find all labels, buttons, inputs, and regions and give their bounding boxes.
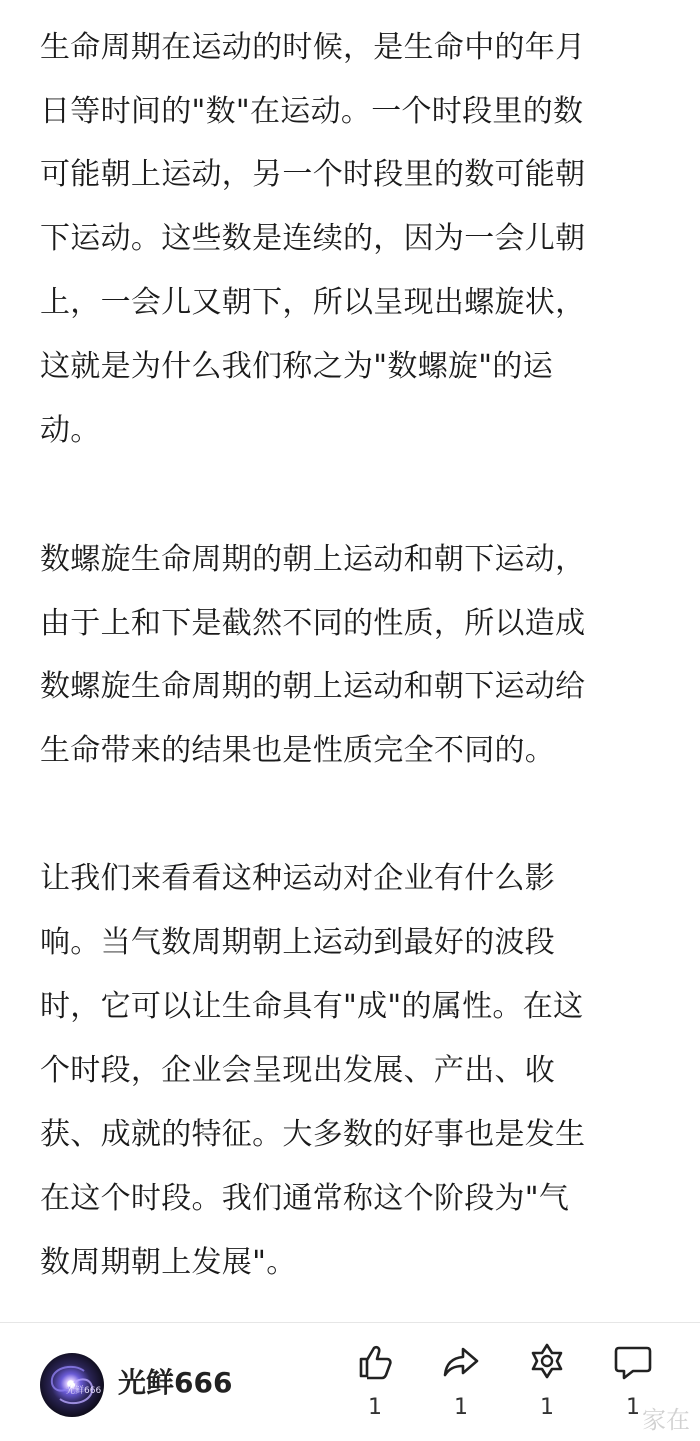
paragraph-line: 动。 (40, 413, 101, 448)
flower-button[interactable] (517, 1341, 577, 1431)
paragraph-line: 日等时间的"数"在运动。一个时段里的数 (40, 94, 584, 129)
paragraph-line: 上，一会儿又朝下，所以呈现出螺旋状， (40, 285, 586, 320)
author-name[interactable]: 光鲜666 (118, 1366, 233, 1399)
paragraph-line: 响。当气数周期朝上运动到最好的波段 (40, 925, 556, 960)
paragraph-line: 让我们来看看这种运动对企业有什么影 (40, 861, 556, 896)
paragraph-line: 数螺旋生命周期的朝上运动和朝下运动给 (40, 669, 586, 704)
paragraph-line: 生命周期在运动的时候，是生命中的年月 (40, 30, 586, 65)
like-count: 1 (368, 1395, 382, 1420)
paragraph-line: 个时段，企业会呈现出发展、产出、收 (40, 1053, 556, 1088)
paragraph-line: 生命带来的结果也是性质完全不同的。 (40, 733, 556, 768)
watermark: 家在 (642, 1406, 690, 1434)
like-button[interactable] (345, 1341, 405, 1431)
avatar-label: 光鲜666 (66, 1386, 102, 1396)
paragraph-line: 在这个时段。我们通常称这个阶段为"气 (40, 1181, 570, 1216)
paragraph-line: 这就是为什么我们称之为"数螺旋"的运 (40, 349, 553, 384)
share-button[interactable] (431, 1341, 491, 1431)
share-count: 1 (454, 1395, 468, 1420)
share-icon (441, 1341, 481, 1381)
paragraph-line: 下运动。这些数是连续的，因为一会儿朝 (40, 221, 586, 256)
thumbs-up-icon (355, 1341, 395, 1381)
comment-count: 1 (626, 1395, 640, 1420)
paragraph-line: 可能朝上运动，另一个时段里的数可能朝 (40, 157, 586, 192)
paragraph-line: 数螺旋生命周期的朝上运动和朝下运动， (40, 542, 586, 577)
flower-icon (527, 1341, 567, 1381)
comment-icon (613, 1341, 653, 1381)
avatar[interactable] (40, 1353, 104, 1417)
paragraph-line: 时，它可以让生命具有"成"的属性。在这 (40, 989, 584, 1024)
flower-count: 1 (540, 1395, 554, 1420)
paragraph-line: 获、成就的特征。大多数的好事也是发生 (40, 1117, 586, 1152)
author-action-bar (0, 1322, 700, 1441)
paragraph-line: 数周期朝上发展"。 (40, 1245, 297, 1280)
paragraph-line: 由于上和下是截然不同的性质，所以造成 (40, 606, 586, 641)
